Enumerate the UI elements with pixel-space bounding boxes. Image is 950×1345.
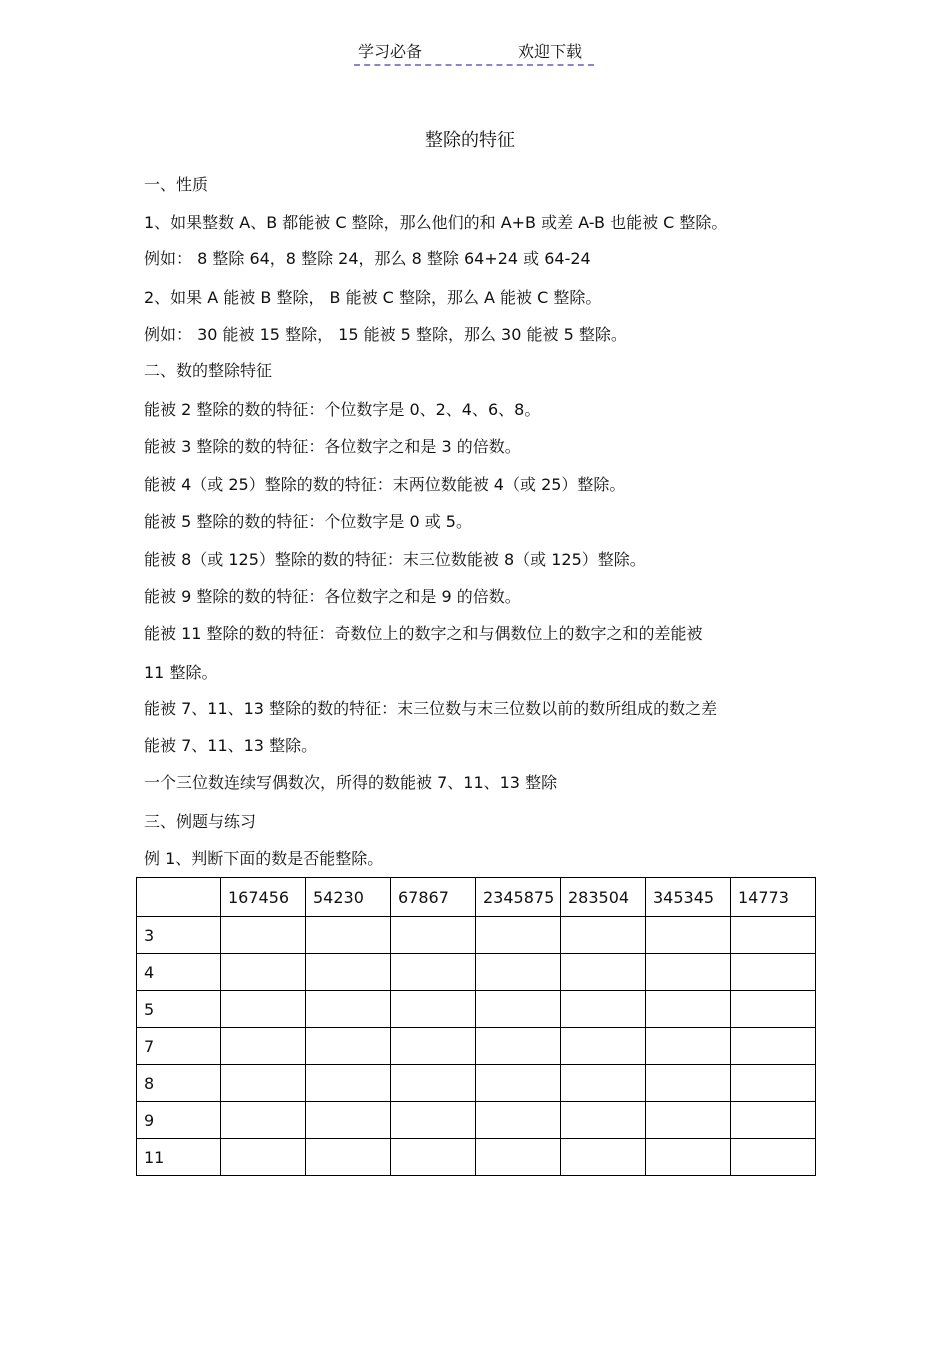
answer-cell [306,1139,391,1176]
table-header-cell: 283504 [561,878,646,917]
example-1-prompt: 例 1、判断下面的数是否能整除。 [144,849,384,868]
table-row [137,954,816,991]
answer-cell [646,1102,731,1139]
answer-cell [391,991,476,1028]
rule-divisible-by-4-25: 能被 4（或 25）整除的数的特征：末两位数能被 4（或 25）整除。 [144,475,626,494]
table-header-cell: 2345875 [476,878,561,917]
table-header-row [137,878,816,917]
answer-cell [561,917,646,954]
row-label-cell: 8 [137,1065,221,1102]
answer-cell [221,1028,306,1065]
answer-cell [646,954,731,991]
answer-cell [306,1102,391,1139]
table-row [137,1139,816,1176]
answer-cell [561,1028,646,1065]
answer-cell [646,1065,731,1102]
page-header [354,40,594,66]
row-label-cell: 7 [137,1028,221,1065]
header-left-text: 学习必备 [358,42,423,61]
answer-cell [561,954,646,991]
answer-cell [306,1065,391,1102]
table-header-cell [137,878,221,917]
property-1-example: 例如： 8 整除 64，8 整除 24，那么 8 整除 64+24 或 64-24 [144,249,591,268]
rule-divisible-by-7-11-13-cont: 能被 7、11、13 整除。 [144,736,318,755]
answer-cell [561,1065,646,1102]
answer-cell [221,917,306,954]
table-header-cell: 345345 [646,878,731,917]
answer-cell [221,954,306,991]
rule-repeated-three-digit: 一个三位数连续写偶数次，所得的数能被 7、11、13 整除 [144,773,558,792]
table-row [137,1065,816,1102]
rule-divisible-by-9: 能被 9 整除的数的特征：各位数字之和是 9 的倍数。 [144,587,521,606]
answer-cell [731,991,816,1028]
answer-cell [731,917,816,954]
answer-cell [221,1065,306,1102]
answer-cell [731,1139,816,1176]
answer-cell [646,991,731,1028]
answer-cell [306,991,391,1028]
table-row [137,991,816,1028]
rule-divisible-by-3: 能被 3 整除的数的特征：各位数字之和是 3 的倍数。 [144,437,521,456]
table-row [137,1102,816,1139]
table-row [137,917,816,954]
table-row [137,1028,816,1065]
answer-cell [731,1102,816,1139]
answer-cell [221,1139,306,1176]
table-header-cell: 14773 [731,878,816,917]
document-title: 整除的特征 [425,130,515,151]
answer-cell [306,1028,391,1065]
answer-cell [221,1102,306,1139]
answer-cell [476,1139,561,1176]
answer-cell [646,1139,731,1176]
answer-cell [561,1102,646,1139]
answer-cell [391,1065,476,1102]
header-right-text: 欢迎下载 [518,42,583,61]
answer-cell [306,917,391,954]
rule-divisible-by-11: 能被 11 整除的数的特征：奇数位上的数字之和与偶数位上的数字之和的差能被 [144,624,703,643]
answer-cell [561,1139,646,1176]
row-label-cell: 11 [137,1139,221,1176]
section-heading-divisibility-rules: 二、数的整除特征 [144,361,273,380]
rule-divisible-by-8-125: 能被 8（或 125）整除的数的特征：末三位数能被 8（或 125）整除。 [144,550,646,569]
section-heading-properties: 一、性质 [144,175,209,194]
property-1: 1、如果整数 A、B 都能被 C 整除，那么他们的和 A+B 或差 A-B 也能被 C 整除。 [144,213,728,232]
row-label-cell: 5 [137,991,221,1028]
answer-cell [391,1139,476,1176]
answer-cell [391,917,476,954]
rule-divisible-by-11-cont: 11 整除。 [144,663,218,682]
rule-divisible-by-2: 能被 2 整除的数的特征：个位数字是 0、2、4、6、8。 [144,400,541,419]
answer-cell [476,1028,561,1065]
answer-cell [391,1028,476,1065]
answer-cell [476,917,561,954]
row-label-cell: 3 [137,917,221,954]
table-header-cell: 167456 [221,878,306,917]
answer-cell [476,954,561,991]
rule-divisible-by-5: 能被 5 整除的数的特征：个位数字是 0 或 5。 [144,512,472,531]
answer-cell [731,1065,816,1102]
property-2: 2、如果 A 能被 B 整除， B 能被 C 整除，那么 A 能被 C 整除。 [144,288,602,307]
answer-cell [731,954,816,991]
section-heading-examples: 三、例题与练习 [144,812,257,831]
answer-cell [646,917,731,954]
rule-divisible-by-7-11-13: 能被 7、11、13 整除的数的特征：末三位数与末三位数以前的数所组成的数之差 [144,699,718,718]
answer-cell [561,991,646,1028]
answer-cell [731,1028,816,1065]
row-label-cell: 9 [137,1102,221,1139]
row-label-cell: 4 [137,954,221,991]
divisibility-table [136,877,816,1176]
answer-cell [476,991,561,1028]
answer-cell [391,1102,476,1139]
table-header-cell: 67867 [391,878,476,917]
table-header-cell: 54230 [306,878,391,917]
answer-cell [306,954,391,991]
answer-cell [221,991,306,1028]
property-2-example: 例如： 30 能被 15 整除， 15 能被 5 整除，那么 30 能被 5 整除。 [144,325,627,344]
answer-cell [646,1028,731,1065]
answer-cell [391,954,476,991]
answer-cell [476,1102,561,1139]
answer-cell [476,1065,561,1102]
